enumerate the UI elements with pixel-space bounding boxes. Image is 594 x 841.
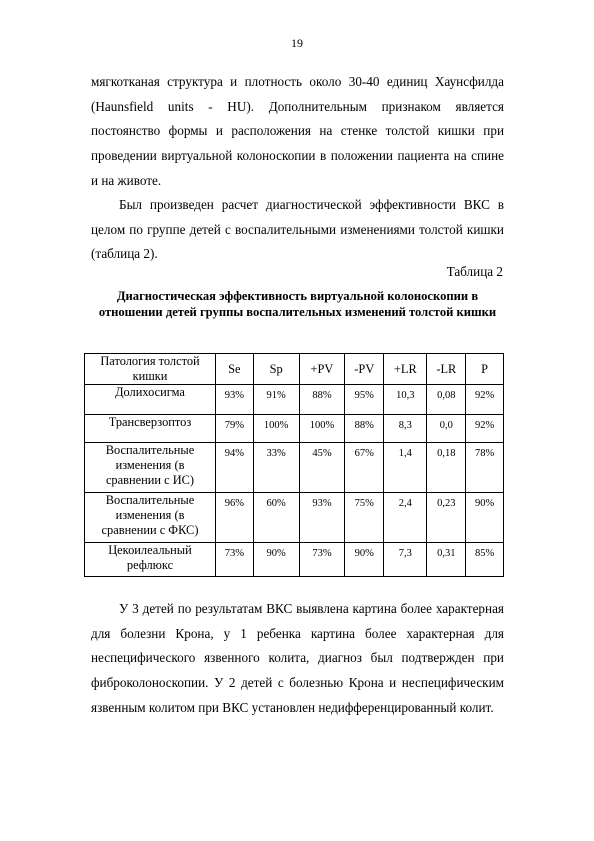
row-label: Цекоилеальный рефлюкс <box>85 543 216 577</box>
cell-nlr: 0,23 <box>427 493 466 543</box>
cell-plr: 8,3 <box>384 415 427 443</box>
cell-ppv: 73% <box>299 543 345 577</box>
cell-se: 73% <box>216 543 254 577</box>
col-header-ppv: +PV <box>299 354 345 385</box>
cell-se: 96% <box>216 493 254 543</box>
efficiency-table <box>84 353 504 577</box>
cell-se: 79% <box>216 415 254 443</box>
cell-plr: 2,4 <box>384 493 427 543</box>
cell-ppv: 45% <box>299 443 345 493</box>
cell-npv: 95% <box>345 385 384 415</box>
cell-ppv: 100% <box>299 415 345 443</box>
cell-plr: 10,3 <box>384 385 427 415</box>
cell-ppv: 93% <box>299 493 345 543</box>
table-row <box>85 415 504 443</box>
cell-se: 93% <box>216 385 254 415</box>
cell-plr: 7,3 <box>384 543 427 577</box>
col-header-se: Se <box>216 354 254 385</box>
cell-nlr: 0,18 <box>427 443 466 493</box>
row-label: Трансверзоптоз <box>85 415 216 443</box>
cell-sp: 91% <box>253 385 299 415</box>
cell-se: 94% <box>216 443 254 493</box>
table-row <box>85 443 504 493</box>
cell-nlr: 0,31 <box>427 543 466 577</box>
cell-sp: 100% <box>253 415 299 443</box>
cell-sp: 60% <box>253 493 299 543</box>
cell-p: 85% <box>466 543 504 577</box>
cell-ppv: 88% <box>299 385 345 415</box>
cell-npv: 67% <box>345 443 384 493</box>
col-header-npv: -PV <box>345 354 384 385</box>
row-label: Воспалительные изменения (в сравнении с ИС) <box>85 443 216 493</box>
cell-nlr: 0,08 <box>427 385 466 415</box>
table-row <box>85 385 504 415</box>
paragraph-3: У 3 детей по результатам ВКС выявлена картина более характерная для болезни Крона, у 1 ребенка картина более характерная для неспецифического язвенного колита, диагноз был подтвержден при фиброколоноскопии. У 2 детей с болезнью Крона и неспецифическим язвенным колитом при ВКС установлен недифференцированный колит. <box>91 601 504 715</box>
cell-p: 90% <box>466 493 504 543</box>
col-header-pathology: Патология толстой кишки <box>85 354 216 385</box>
table-header-row <box>85 354 504 385</box>
cell-npv: 90% <box>345 543 384 577</box>
paragraph-2: Был произведен расчет диагностической эффективности ВКС в целом по группе детей с воспалительными изменениями толстой кишки (таблица 2). <box>91 197 504 262</box>
col-header-plr: +LR <box>384 354 427 385</box>
table-row <box>85 543 504 577</box>
cell-p: 92% <box>466 415 504 443</box>
cell-plr: 1,4 <box>384 443 427 493</box>
row-label: Воспалительные изменения (в сравнении с ФКС) <box>85 493 216 543</box>
page-number: 19 <box>291 36 303 50</box>
cell-p: 78% <box>466 443 504 493</box>
cell-sp: 90% <box>253 543 299 577</box>
cell-npv: 75% <box>345 493 384 543</box>
table-title: Диагностическая эффективность виртуальной колоноскопии в отношении детей группы воспалительных изменений толстой кишки <box>98 289 497 319</box>
table-row <box>85 493 504 543</box>
col-header-sp: Sp <box>253 354 299 385</box>
cell-sp: 33% <box>253 443 299 493</box>
table-label: Таблица 2 <box>446 264 503 279</box>
col-header-nlr: -LR <box>427 354 466 385</box>
paragraph-1: мягкотканая структура и плотность около 30-40 единиц Хаунсфилда (Haunsfield units - HU). Дополнительным признаком является постоянство формы и расположения на стенке толстой кишки при проведении виртуальной колоноскопии в положении пациента на спине и на животе. <box>91 74 504 188</box>
cell-npv: 88% <box>345 415 384 443</box>
cell-nlr: 0,0 <box>427 415 466 443</box>
col-header-p: P <box>466 354 504 385</box>
row-label: Долихосигма <box>85 385 216 415</box>
cell-p: 92% <box>466 385 504 415</box>
